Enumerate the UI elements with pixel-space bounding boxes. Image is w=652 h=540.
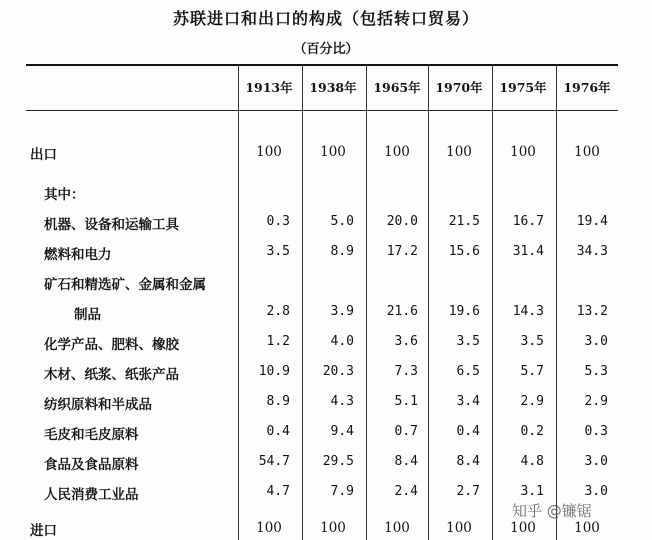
year-header: 1970年 — [435, 80, 483, 95]
table-cell: 100 — [446, 520, 472, 536]
column-divider — [238, 64, 239, 540]
row-label: 进口 — [30, 523, 57, 539]
table-cell: 20.3 — [322, 364, 354, 379]
row-label: 燃料和电力 — [44, 247, 112, 263]
table-cell: 4.0 — [330, 334, 354, 349]
table-cell: 19.6 — [448, 304, 480, 319]
table-cell: 0.4 — [456, 424, 480, 439]
row-label: 出口 — [30, 147, 57, 163]
table-cell: 100 — [256, 520, 282, 536]
table-cell: 17.2 — [386, 244, 418, 259]
table-cell: 7.3 — [394, 364, 418, 379]
table-cell: 100 — [510, 144, 536, 160]
table-cell: 8.4 — [456, 454, 480, 469]
table-cell: 0.7 — [394, 424, 418, 439]
table-cell: 31.4 — [512, 244, 544, 259]
table-cell: 8.9 — [266, 394, 290, 409]
row-label: 制品 — [74, 307, 101, 323]
watermark: 知乎 @镰锯 — [512, 502, 592, 520]
table-cell: 0.4 — [266, 424, 290, 439]
row-label: 木材、纸浆、纸张产品 — [44, 367, 179, 383]
column-divider — [556, 64, 557, 540]
table-cell: 4.8 — [520, 454, 544, 469]
table-cell: 8.9 — [330, 244, 354, 259]
table-cell: 20.0 — [386, 214, 418, 229]
table-cell: 5.1 — [394, 394, 418, 409]
column-divider — [428, 64, 429, 540]
table-cell: 15.6 — [448, 244, 480, 259]
table-cell: 0.3 — [584, 424, 608, 439]
table-cell: 100 — [320, 144, 346, 160]
table-cell: 7.9 — [330, 484, 354, 499]
row-label: 纺织原料和半成品 — [44, 397, 152, 413]
table-cell: 21.6 — [386, 304, 418, 319]
table-cell: 5.0 — [330, 214, 354, 229]
table-cell: 100 — [574, 520, 600, 536]
table-cell: 2.9 — [584, 394, 608, 409]
table-cell: 100 — [574, 144, 600, 160]
table-cell: 5.3 — [584, 364, 608, 379]
year-header: 1938年 — [309, 80, 357, 95]
table-cell: 6.5 — [456, 364, 480, 379]
table-cell: 8.4 — [394, 454, 418, 469]
table-cell: 3.6 — [394, 334, 418, 349]
year-header: 1913年 — [245, 80, 293, 95]
table-cell: 4.7 — [266, 484, 290, 499]
table-subtitle: （百分比） — [293, 42, 359, 57]
row-label: 化学产品、肥料、橡胶 — [44, 337, 179, 353]
table-cell: 0.2 — [520, 424, 544, 439]
table-cell: 3.0 — [584, 484, 608, 499]
table-cell: 34.3 — [576, 244, 608, 259]
table-cell: 100 — [384, 144, 410, 160]
row-label: 人民消费工业品 — [44, 487, 139, 503]
table-cell: 3.0 — [584, 334, 608, 349]
table-cell: 3.9 — [330, 304, 354, 319]
table-cell: 54.7 — [258, 454, 290, 469]
table-cell: 100 — [446, 144, 472, 160]
row-label: 毛皮和毛皮原料 — [44, 427, 139, 443]
table-cell: 16.7 — [512, 214, 544, 229]
table-cell: 5.7 — [520, 364, 544, 379]
year-header: 1975年 — [499, 80, 547, 95]
column-divider — [302, 64, 303, 540]
table-cell: 2.8 — [266, 304, 290, 319]
table-cell: 4.3 — [330, 394, 354, 409]
row-label: 机器、设备和运输工具 — [44, 217, 179, 233]
header-rule — [26, 110, 618, 111]
table-cell: 14.3 — [512, 304, 544, 319]
table-cell: 100 — [256, 144, 282, 160]
table-cell: 2.7 — [456, 484, 480, 499]
table-cell: 29.5 — [322, 454, 354, 469]
table-cell: 100 — [384, 520, 410, 536]
table-cell: 19.4 — [576, 214, 608, 229]
table-cell: 3.5 — [520, 334, 544, 349]
row-label: 食品及食品原料 — [44, 457, 139, 473]
table-cell: 21.5 — [448, 214, 480, 229]
row-label: 其中： — [44, 187, 85, 203]
top-rule — [26, 64, 618, 66]
table-cell: 13.2 — [576, 304, 608, 319]
table-cell: 9.4 — [330, 424, 354, 439]
column-divider — [366, 64, 367, 540]
table-cell: 100 — [320, 520, 346, 536]
table-cell: 3.4 — [456, 394, 480, 409]
table-cell: 2.9 — [520, 394, 544, 409]
year-header: 1976年 — [563, 80, 611, 95]
table-cell: 3.5 — [266, 244, 290, 259]
table-cell: 100 — [510, 520, 536, 536]
table-title: 苏联进口和出口的构成（包括转口贸易） — [172, 9, 479, 28]
table-cell: 3.5 — [456, 334, 480, 349]
table-cell: 0.3 — [266, 214, 290, 229]
table-cell: 2.4 — [394, 484, 418, 499]
year-header: 1965年 — [373, 80, 421, 95]
table-cell: 10.9 — [258, 364, 290, 379]
column-divider — [492, 64, 493, 540]
table-cell: 3.0 — [584, 454, 608, 469]
table-cell: 3.1 — [520, 484, 544, 499]
row-label: 矿石和精选矿、金属和金属 — [44, 277, 206, 293]
table-cell: 1.2 — [266, 334, 290, 349]
